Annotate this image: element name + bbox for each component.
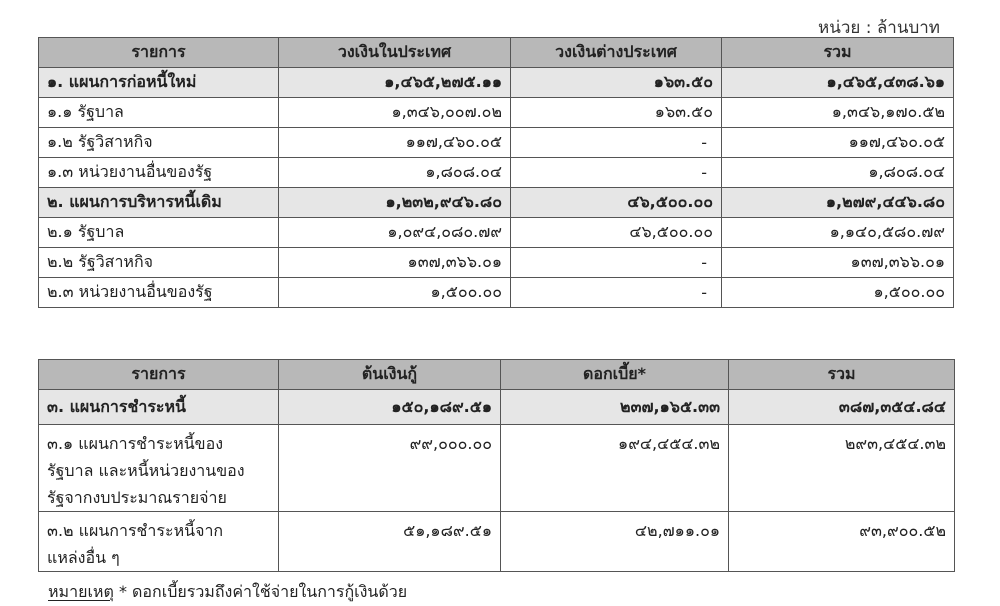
row-item-label: ๒.๒ รัฐวิสาหกิจ [39, 248, 279, 278]
header-total: รวม [729, 360, 955, 390]
table-row [39, 218, 954, 248]
row-item-label [39, 425, 279, 512]
row-item-label: ๒.๓ หน่วยงานอื่นของรัฐ [39, 278, 279, 308]
row-item-line: รัฐจากงบประมาณรายจ่าย [47, 488, 227, 507]
total-value: ๑,๕๐๐.๐๐ [722, 278, 954, 308]
table-header-row [39, 360, 955, 390]
total-value: ๒๙๓,๔๕๔.๓๒ [729, 425, 955, 512]
total-value: ๑,๓๔๖,๑๗๐.๕๒ [722, 98, 954, 128]
total-value: ๑๓๗,๓๖๖.๐๑ [722, 248, 954, 278]
row-item-label: ๒. แผนการบริหารหนี้เดิม [39, 188, 279, 218]
row-item-label: ๑.๓ หน่วยงานอื่นของรัฐ [39, 158, 279, 188]
table-body [39, 390, 955, 572]
foreign-value: ๑๖๓.๕๐ [511, 98, 722, 128]
footnote [48, 580, 407, 605]
foreign-value: ๑๖๓.๕๐ [511, 68, 722, 98]
row-item-line: ๓.๑ แผนการชำระหนี้ของ [47, 434, 224, 453]
interest-value: ๒๓๗,๑๖๕.๓๓ [501, 390, 729, 425]
note-label: หมายเหตุ [48, 582, 114, 601]
row-item-label [39, 512, 279, 572]
table-row [39, 98, 954, 128]
row-item-label [39, 390, 279, 425]
table-row [39, 425, 955, 512]
header-foreign: วงเงินต่างประเทศ [511, 38, 722, 68]
domestic-value: ๑,๔๖๕,๒๗๕.๑๑ [279, 68, 511, 98]
header-item: รายการ [39, 38, 279, 68]
domestic-value: ๑๑๗,๔๖๐.๐๕ [279, 128, 511, 158]
table-header-row [39, 38, 954, 68]
table-row [39, 188, 954, 218]
note-text: * ดอกเบี้ยรวมถึงค่าใช้จ่ายในการกู้เงินด้วย [113, 582, 408, 601]
row-item-line: ๓.๒ แผนการชำระหนี้จาก [47, 521, 224, 540]
repayment-plan-table [38, 359, 955, 572]
domestic-value: ๑,๓๔๖,๐๐๗.๐๒ [279, 98, 511, 128]
foreign-value: ๔๖,๕๐๐.๐๐ [511, 218, 722, 248]
foreign-value: - [511, 248, 722, 278]
interest-value: ๑๙๔,๔๕๔.๓๒ [501, 425, 729, 512]
row-item-label: ๑. แผนการก่อหนี้ใหม่ [39, 68, 279, 98]
foreign-value: - [511, 128, 722, 158]
domestic-value: ๑,๒๓๒,๙๔๖.๘๐ [279, 188, 511, 218]
domestic-value: ๑,๘๐๘.๐๔ [279, 158, 511, 188]
foreign-value: ๔๖,๕๐๐.๐๐ [511, 188, 722, 218]
total-value: ๙๓,๙๐๐.๕๒ [729, 512, 955, 572]
table-row [39, 390, 955, 425]
total-value: ๓๘๗,๓๕๔.๘๔ [729, 390, 955, 425]
header-interest: ดอกเบี้ย* [501, 360, 729, 390]
principal-value: ๕๑,๑๘๙.๕๑ [279, 512, 501, 572]
table-body [39, 68, 954, 308]
total-value: ๑,๔๖๕,๔๓๘.๖๑ [722, 68, 954, 98]
borrowing-plan-table [38, 37, 954, 308]
row-item-line: แหล่งอื่น ๆ [47, 548, 120, 567]
table-row [39, 278, 954, 308]
principal-value: ๑๕๐,๑๘๙.๕๑ [279, 390, 501, 425]
row-item-line: ๓. แผนการชำระหนี้ [47, 397, 186, 416]
foreign-value: - [511, 158, 722, 188]
header-domestic: วงเงินในประเทศ [279, 38, 511, 68]
row-item-label: ๑.๑ รัฐบาล [39, 98, 279, 128]
table-row [39, 68, 954, 98]
domestic-value: ๑๓๗,๓๖๖.๐๑ [279, 248, 511, 278]
table-row [39, 512, 955, 572]
domestic-value: ๑,๐๙๔,๐๘๐.๗๙ [279, 218, 511, 248]
principal-value: ๙๙,๐๐๐.๐๐ [279, 425, 501, 512]
domestic-value: ๑,๕๐๐.๐๐ [279, 278, 511, 308]
header-total: รวม [722, 38, 954, 68]
total-value: ๑๑๗,๔๖๐.๐๕ [722, 128, 954, 158]
table-row [39, 248, 954, 278]
header-principal: ต้นเงินกู้ [279, 360, 501, 390]
total-value: ๑,๒๗๙,๔๔๖.๘๐ [722, 188, 954, 218]
total-value: ๑,๑๔๐,๕๘๐.๗๙ [722, 218, 954, 248]
table-row [39, 128, 954, 158]
row-item-line: รัฐบาล และหนี้หน่วยงานของ [47, 461, 245, 480]
header-item: รายการ [39, 360, 279, 390]
foreign-value: - [511, 278, 722, 308]
interest-value: ๔๒,๗๑๑.๐๑ [501, 512, 729, 572]
row-item-label: ๑.๒ รัฐวิสาหกิจ [39, 128, 279, 158]
total-value: ๑,๘๐๘.๐๔ [722, 158, 954, 188]
unit-label: หน่วย : ล้านบาท [818, 18, 940, 38]
row-item-label: ๒.๑ รัฐบาล [39, 218, 279, 248]
table-row [39, 158, 954, 188]
